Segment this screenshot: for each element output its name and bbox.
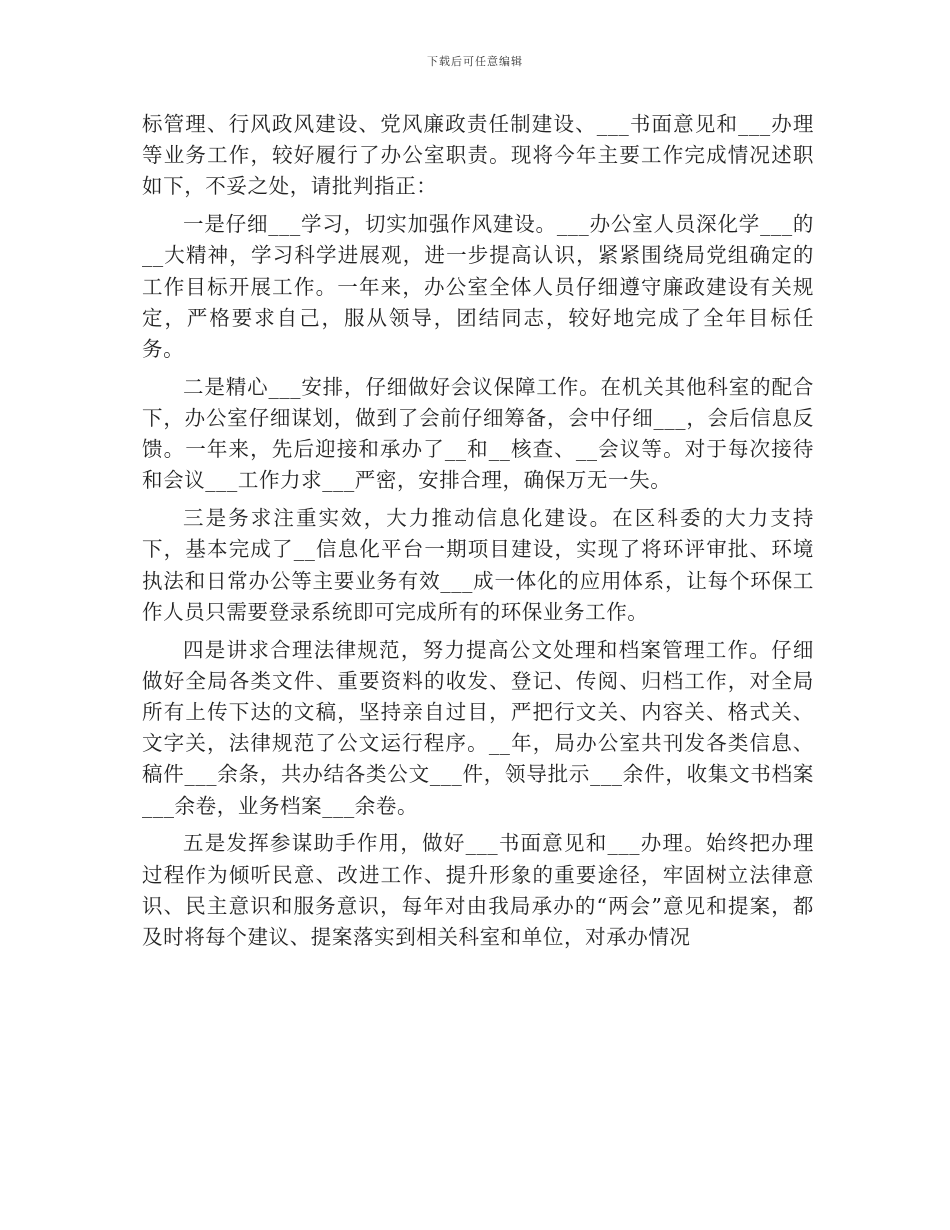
header-note: 下载后可任意编辑 (427, 55, 523, 68)
paragraph-item-2: 二是精心___安排，仔细做好会议保障工作。在机关其他科室的配合下，办公室仔细谋划，做到了会前仔细筹备，会中仔细___，会后信息反馈。一年来，先后迎接和承办了__和__核查、__会议等。对于每次接待和会议___工作力求___严密，安排合理，确保万无一失。 (142, 374, 814, 493)
paragraph-continuation: 标管理、行风政风建设、党风廉政责任制建设、___书面意见和___办理等业务工作，较好履行了办公室职责。现将今年主要工作完成情况述职如下，不妥之处，请批判指正： (142, 112, 814, 199)
document-body (142, 109, 814, 960)
paragraph-item-4: 四是讲求合理法律规范，努力提高公文处理和档案管理工作。仔细做好全局各类文件、重要资料的收发、登记、传阅、归档工作，对全局所有上传下达的文稿，坚持亲自过目，严把行文关、内容关、格式关、文字关，法律规范了公文运行程序。__年，局办公室共刊发各类信息、稿件___余条，共办结各类公文___件，领导批示___余件，收集文书档案___余卷，业务档案___余卷。 (142, 637, 814, 818)
paragraph-item-5: 五是发挥参谋助手作用，做好___书面意见和___办理。始终把办理过程作为倾听民意、改进工作、提升形象的重要途径，牢固树立法律意识、民主意识和服务意识，每年对由我局承办的“两会”意见和提案，都及时将每个建议、提案落实到相关科室和单位，对承办情况 (142, 831, 814, 950)
paragraph-item-3: 三是务求注重实效，大力推动信息化建设。在区科委的大力支持下，基本完成了__信息化平台一期项目建设，实现了将环评审批、环境执法和日常办公等主要业务有效___成一体化的应用体系，让每个环保工作人员只需要登录系统即可完成所有的环保业务工作。 (142, 506, 814, 624)
paragraph-item-1: 一是仔细___学习，切实加强作风建设。___办公室人员深化学___的__大精神，学习科学进展观，进一步提高认识，紧紧围绕局党组确定的工作目标开展工作。一年来，办公室全体人员仔细遵守廉政建设有关规定，严格要求自己，服从领导，团结同志，较好地完成了全年目标任务。 (142, 212, 814, 362)
